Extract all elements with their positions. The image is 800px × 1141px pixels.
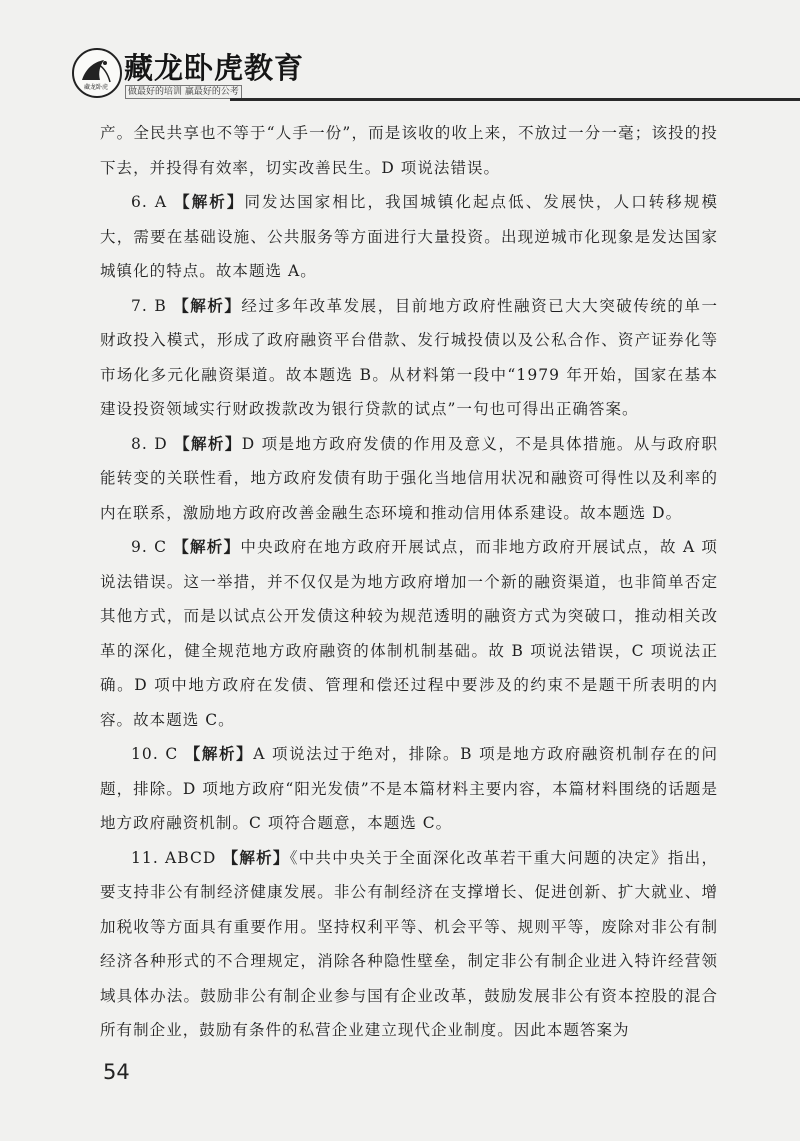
- explanation-text: D 项是地方政府发债的作用及意义，不是具体措施。从与政府职能转变的关联性看，地方政府发债有助于强化当地信用状况和融资可得性以及利率的内在联系，激励地方政府改善金融生态环境和推动信用体系建设。故本题选 D。: [100, 434, 719, 522]
- question-answer-label: 7. B: [131, 296, 167, 315]
- answer-explanations: [100, 116, 718, 1048]
- explanation-paragraph: [100, 185, 718, 289]
- analysis-tag: 【解析】: [184, 745, 254, 763]
- question-answer-label: 8. D: [131, 434, 168, 453]
- analysis-tag: 【解析】: [174, 193, 245, 211]
- brand-tagline: 做最好的培训 赢最好的公考: [125, 85, 242, 99]
- analysis-tag: 【解析】: [222, 848, 290, 867]
- page-number: 54: [103, 1060, 130, 1084]
- analysis-tag: 【解析】: [174, 434, 242, 453]
- header-divider: [230, 98, 800, 101]
- analysis-tag: 【解析】: [173, 538, 241, 556]
- explanation-text: A 项说法过于绝对，排除。B 项是地方政府融资机制存在的问题，排除。D 项地方政府“阳光发债”不是本篇材料主要内容，本篇材料围绕的话题是地方政府融资机制。C 项符合题意，本题选 C。: [100, 745, 719, 832]
- analysis-tag: 【解析】: [173, 296, 242, 315]
- logo-text: 藏龙卧虎: [83, 84, 108, 91]
- question-answer-label: 10. C: [131, 745, 179, 763]
- explanation-paragraph: [100, 427, 718, 531]
- page-header: [0, 0, 800, 108]
- explanation-text: 产。全民共享也不等于“人手一份”，而是该收的收上来，不放过一分一毫；该投的投下去，并投得有效率，切实改善民生。D 项说法错误。: [100, 124, 718, 177]
- explanation-paragraph: [100, 841, 718, 1048]
- brand-title: 藏龙卧虎教育: [124, 51, 305, 85]
- explanation-paragraph: [100, 737, 718, 841]
- explanation-paragraph: [100, 289, 718, 427]
- explanation-text: 经过多年改革发展，目前地方政府性融资已大大突破传统的单一财政投入模式，形成了政府融资平台借款、发行城投债以及公私合作、资产证券化等市场化多元化融资渠道。故本题选 B。从材料第一段中“1979 年开始，国家在基本建设投资领域实行财政拨款改为银行贷款的试点”一句也可得出正确答案。: [100, 296, 718, 418]
- explanation-paragraph: [100, 116, 718, 185]
- question-answer-label: 11. ABCD: [131, 848, 217, 867]
- explanation-paragraph: [100, 530, 718, 737]
- explanation-text: 《中共中央关于全面深化改革若干重大问题的决定》指出，要支持非公有制经济健康发展。非公有制经济在支撑增长、促进创新、扩大就业、增加税收等方面具有重要作用。坚持权利平等、机会平等、规则平等，废除对非公有制经济各种形式的不合理规定，消除各种隐性壁垒，制定非公有制企业进入特许经营领域具体办法。鼓励非公有制企业参与国有企业改革，鼓励发展非公有资本控股的混合所有制企业，鼓励有条件的私营企业建立现代企业制度。因此本题答案为: [100, 848, 719, 1039]
- explanation-text: 同发达国家相比，我国城镇化起点低、发展快，人口转移规模大，需要在基础设施、公共服务等方面进行大量投资。出现逆城市化现象是发达国家城镇化的特点。故本题选 A。: [100, 193, 719, 280]
- question-answer-label: 6. A: [131, 193, 168, 211]
- explanation-text: 中央政府在地方政府开展试点，而非地方政府开展试点，故 A 项说法错误。这一举措，并不仅仅是为地方政府增加一个新的融资渠道，也非简单否定其他方式，而是以试点公开发债这种较为规范透明的融资方式为突破口，推动相关改革的深化，健全规范地方政府融资的体制机制基础。故 B 项说法错误，C 项说法正确。D 项中地方政府在发债、管理和偿还过程中要涉及的约束不是题干所表明的内容。故本题选 C。: [100, 538, 718, 729]
- question-answer-label: 9. C: [131, 538, 168, 556]
